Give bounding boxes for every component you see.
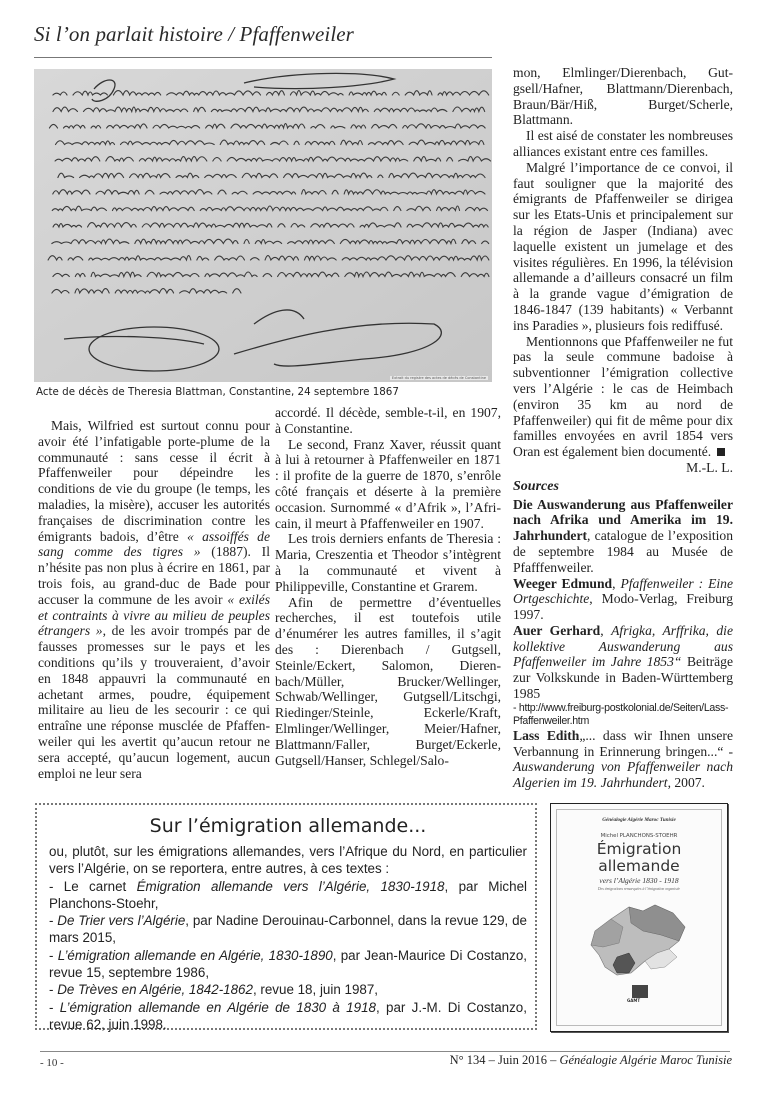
text-run: Afin de permettre d’éventuelles recherches, il est toutefois utile d’énumérer les autres familles, il s’agit des : Dierenbach / Gutgsell, Steinle/Eckert, Salomon, Dierenbach/Müller, Brucker/Wellinger, Schwab/Wellinger, Gutgsell/Litschgi, Riedinger/Steinle, Eckerle/Kraft, Elmlinger/Wellinger, Meier/Hafner, Blattmann/Faller, Burget/Eckerle, Gutgsell/Hanser, Schlegel/Salo- [275,594,501,768]
page-number: - 10 - [40,1057,64,1069]
running-title: Si l’on parlait histoire / Pfaffenweiler [34,22,354,46]
text-run: , par J.-M. Di Costanzo, revue 62, juin 1998. [49,999,527,1032]
paragraph [513,497,733,576]
italic-text: L’émigration allemande en Algérie de 1830 à 1918 [59,999,376,1015]
text-run: , de les avoir trompés par de fausses promesses sur le pays et les conditions qu’ils y trouveraient, d’avoir en 1848 appauvri la communauté en achetant armes, poudre, équipement militaire au lieu de les secourir : ce qui entraîne une réponse musclée de Pfaffenweiler qui les avertit qu’aucun retour ne sera accepté, qu’aucun logement, aucun emploi ne leur sera [38,623,270,781]
book-subtitle: vers l’Algérie 1830 - 1918 [599,876,679,885]
book-author: Michel PLANCHONS-STOEHR [600,833,678,839]
text-run: , [600,622,612,638]
source-url[interactable] [513,702,733,728]
handwriting-image [34,69,492,382]
text-run: - [49,982,58,998]
article-column-1 [38,418,270,781]
text-run: „... dass wir Ihnen unsere Verbannung in Erinnerung bringen...“ - [513,727,733,759]
bold-text: Die Auswanderung aus Pfaffenweiler nach Afrika und Amerika im 19. Jahrhundert [513,496,733,544]
book-tagline: Des émigrations remarquées à l’émigration organisée [597,887,681,891]
text-run: (1887). Il n’hésite pas non plus à écrire en 1861, par trois fois, au grand-duc de Bade pour accuser la commune de les avoir [38,544,270,607]
text-run: - Le carnet [49,878,137,894]
book-publisher: Généalogie Algérie Maroc Tunisie [602,817,676,823]
paragraph [513,576,733,623]
sources-heading: Sources [513,478,559,494]
further-reading-box [35,803,537,1030]
bold-text: Auer Gerhard [513,622,601,638]
paragraph [49,912,527,947]
text-run: Malgré l’importance de ce convoi, il faut souligner que la majorité des émigrants de Pfaffenweiler se dirigea sur les Etats-Unis et principalement sur la région de Jasper (Indiana) avec laquelle existent un jumelage et des visites régulières. En 1996, la télévision allemande a d’ailleurs consacré un film à la grande vague d’émigration de 1846-1847 (139 habitants) « Verbannt ins Paradies », plusieurs fois rediffusé. [513,159,733,333]
text-run: Il est aisé de constater les nombreuses alliances existant entre ces familles. [513,128,733,159]
text-run: Beiträge zur Volkskunde in Baden-Württemberg 1985 [513,654,733,702]
text-run: - [49,999,60,1015]
bold-text: Lass Edith [513,727,580,743]
italic-text: « assoiffés de sang comme des tigres » [38,528,270,560]
footer-rule [40,1051,730,1052]
paragraph [275,595,501,769]
issue-number: N° 134 – Juin 2016 – [449,1053,560,1067]
bold-text: Weeger Edmund [513,575,613,591]
text-run: , revue 18, juin 1987, [252,982,379,998]
italic-text: Auswanderung von Pfaffenweiler nach Algerien im 19. Jahrhundert [513,759,733,791]
italic-text: Émigration allemande vers l’Algérie, 1830-1918 [136,878,445,894]
author-signature: M.-L. L. [686,459,733,475]
sources-list [513,497,733,792]
paragraph [513,728,733,791]
text-run: Le second, Franz Xaver, réussit quant à lui à retourner à Pfaffenweiler en 1871 : il profite de la guerre de 1870, s’enrôle côté français et déserte à la première occasion. Surnommé « d’Afrik », l’Africain, il meurt à Pfaffenweiler en 1907. [275,436,501,531]
end-of-article-mark [717,448,725,456]
text-run: accordé. Il décède, semble-t-il, en 1907, à Constantine. [275,405,501,436]
text-run: - [49,947,58,963]
box-body [49,843,527,1033]
paragraph [513,623,733,702]
text-run: , 2007. [667,775,705,791]
text-run: Mais, Wilfried est surtout connu pour avoir été l’infatigable porte-plume de la communauté : sans cesse il écrit à Pfaffenweiler pour dépeindre les conditions de vie du groupe (le temps, les maladies, la misère), accuser les autorités françaises de discrimination contre les émigrants badois, d’être [38,418,270,544]
publisher-logo-text: GAMT [627,998,641,1003]
article-column-2 [275,405,501,768]
box-title: Sur l’émigration allemande... [149,815,427,837]
text-run: , Modo-Verlag, Freiburg 1997. [513,591,733,623]
paragraph [49,999,527,1034]
journal-name: Généalogie Algérie Maroc Tunisie [559,1053,732,1067]
paragraph [49,947,527,982]
book-title-line-2: allemande [598,857,680,875]
death-certificate-image [34,69,492,382]
paragraph [275,531,501,594]
text-run: ou, plutôt, sur les émigrations allemandes, vers l’Afrique du Nord, en particulier vers l’Algérie, on se reportera, entre autres, à ces textes : [49,844,527,877]
article-column-3 [513,65,733,791]
text-run: Les trois derniers enfants de Theresia : Maria, Creszentia et Theodor s’intègrent à la communauté et vivent à Philippeville, Constantine et Grarem. [275,531,501,594]
text-run: mon, Elmlinger/Dierenbach, Gutgsell/Hafner, Blattmann/Dierenbach, Braun/Bär/Hiß, Burget/Scherle, Blattmann. [513,65,733,128]
figure-caption: Acte de décès de Theresia Blattman, Constantine, 24 septembre 1867 [36,386,399,398]
italic-text: L’émigration allemande en Algérie, 1830-1890 [57,947,333,963]
text-run: , par Jean-Maurice Di Costanzo, revue 15, septembre 1986, [49,947,527,981]
text-run: - [49,913,58,929]
book-cover-frame [556,809,722,1026]
paragraph [49,878,527,913]
italic-text: Pfaffenweiler : Eine Ortgeschichte [513,575,734,607]
text-run: , par Michel Planchons-Stoehr, [49,878,527,911]
book-title [557,841,721,875]
text-run: - http://www.freiburg-postkolonial.de/Seiten/Lass-Pfaffenweiler.htm [513,701,729,727]
header-rule [34,57,492,58]
text-run: , par Nadine Derouinau-Carbonnel, dans la revue 129, de mars 2015, [49,913,527,946]
germany-map-icon [581,901,699,983]
paragraph [513,65,733,128]
text-run: Mentionnons que Pfaffenweiler ne fut pas la seule commune badoise à subventionner l’émigration collective vers l’Algérie : le cas de Heimbach (environ 35 km au nord de Pfaffenweiler) qui fit de même pour dix familles envoyées en avril 1854 vers Oran est également bien documenté. [513,333,733,460]
paragraph [513,334,733,460]
paragraph [275,437,501,532]
publisher-logo [632,985,648,998]
book-cover-image [550,803,728,1032]
photo-credit: Extrait du registre des actes de décès de Constantine [391,376,486,380]
italic-text: De Trier vers l’Algérie [57,913,186,929]
italic-text: De Trèves en Algérie, 1842-1862 [57,982,253,998]
italic-text: « exilés et contraints à vivre au milieu de peuples étrangers » [38,591,271,639]
article-column-3-body [513,65,733,460]
footer-issue [450,1053,732,1068]
paragraph [275,405,501,437]
paragraph [38,418,270,781]
paragraph [513,128,733,160]
italic-text: Afrigka, Arffrika, die kollektive Auswanderung aus Pfaffenweiler im Jahre 1853“ [513,622,733,670]
paragraph [49,981,527,998]
paragraph [49,843,527,878]
book-title-line-1: Émigration [596,840,682,858]
text-run: , [612,575,621,591]
paragraph [513,160,733,334]
text-run: , catalogue de l’exposition de septembre 1984 au Musée de Pfafffenweiler. [513,528,733,575]
